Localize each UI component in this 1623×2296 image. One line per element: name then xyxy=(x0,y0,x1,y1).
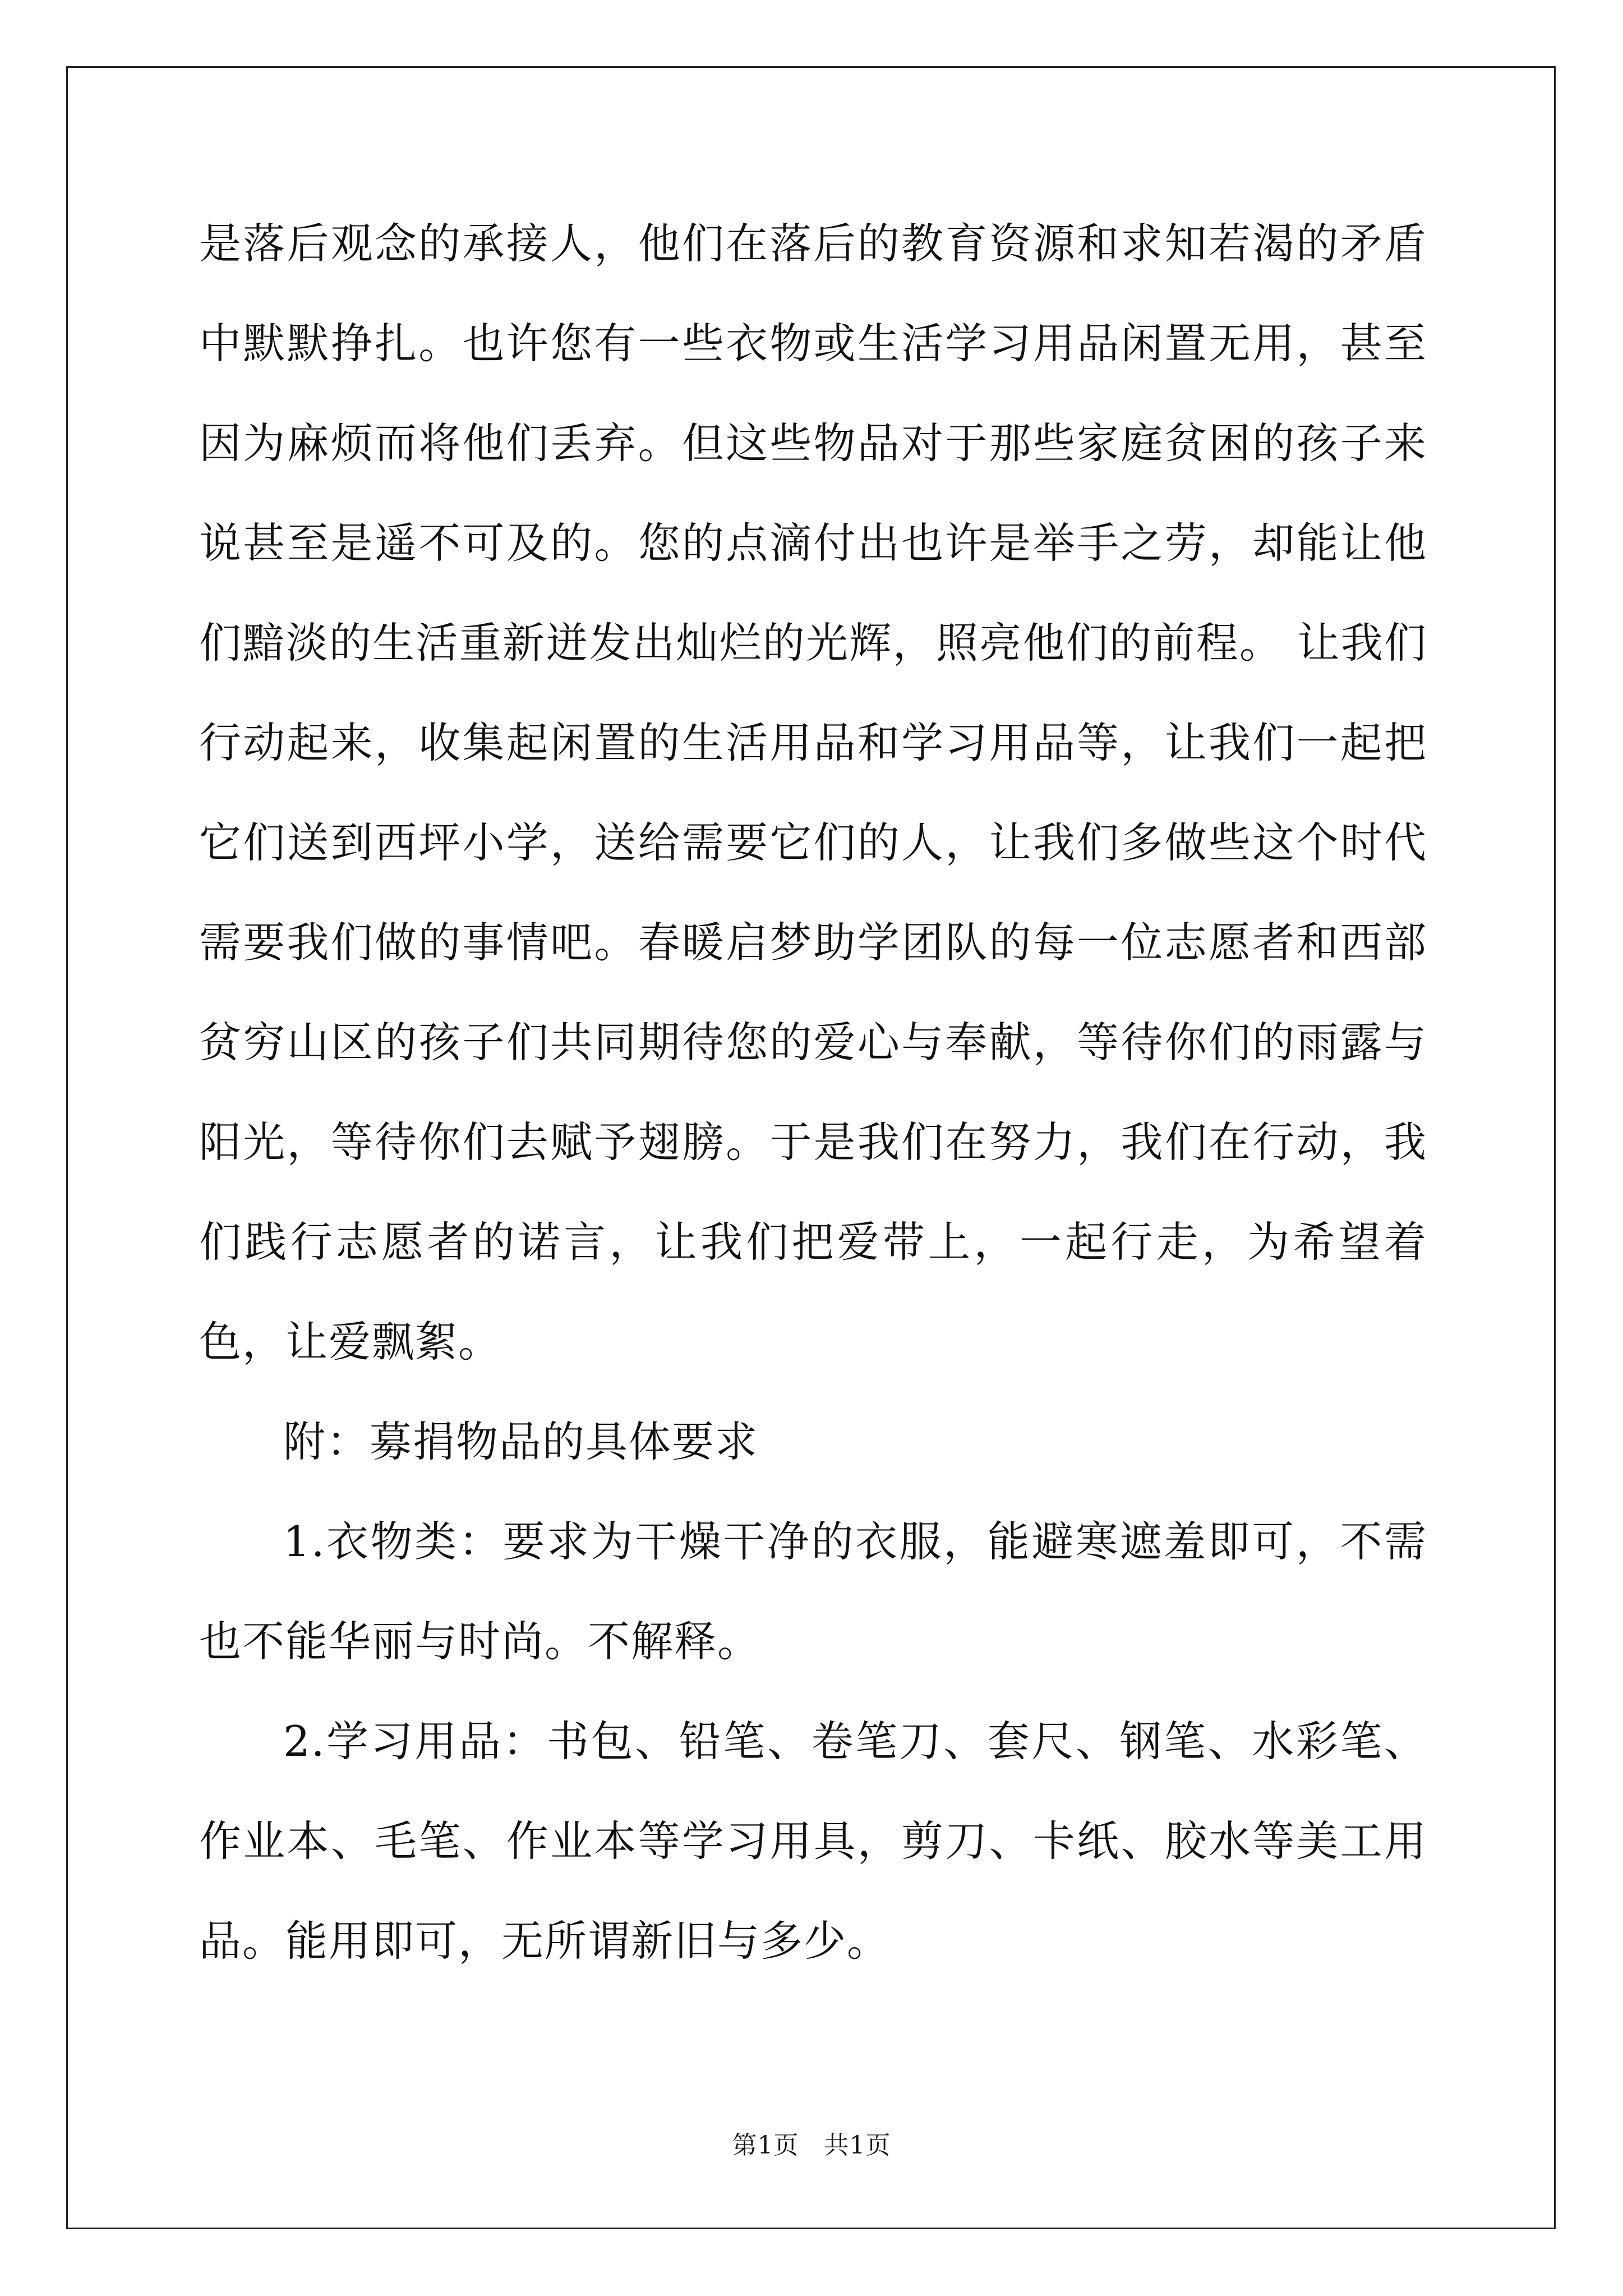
paragraph-appendix-heading: 附：募捐物品的具体要求 xyxy=(283,1417,759,1466)
paragraph-school-supplies-requirement: 2.学习用品：书包、铅笔、卷笔刀、套尺、钢笔、水彩笔、作业本、毛笔、作业本等学习用具，剪刀、卡纸、胶水等美工用品。能用即可，无所谓新旧与多少。 xyxy=(199,1717,1427,1966)
page-footer: 第1页 共1页 xyxy=(732,2131,891,2160)
paragraph-main: 是落后观念的承接人，他们在落后的教育资源和求知若渴的矛盾中默默挣扎。也许您有一些衣物或生活学习用品闲置无用，甚至因为麻烦而将他们丢弃。但这些物品对于那些家庭贫困的孩子来说甚至是遥不可及的。您的点滴付出也许是举手之劳，却能让他们黯淡的生活重新迸发出灿烂的光辉，照亮他们的前程。 让我们行动起来，收集起闲置的生活用品和学习用品等，让我们一起把它们送到西坪小学，送给需要它们的人，让我们多做些这个时代需要我们做的事情吧。春暖启梦助学团队的每一位志愿者和西部贫穷山区的孩子们共同期待您的爱心与奉献，等待你们的雨露与阳光，等待你们去赋予翅膀。于是我们在努力，我们在行动，我们践行志愿者的诺言，让我们把爱带上，一起行走，为希望着色，让爱飘絮。 xyxy=(199,219,1427,1366)
document-body xyxy=(199,194,1427,1991)
paragraph-clothing-requirement: 1.衣物类：要求为干燥干净的衣服，能避寒遮羞即可，不需也不能华丽与时尚。不解释。 xyxy=(199,1517,1427,1666)
